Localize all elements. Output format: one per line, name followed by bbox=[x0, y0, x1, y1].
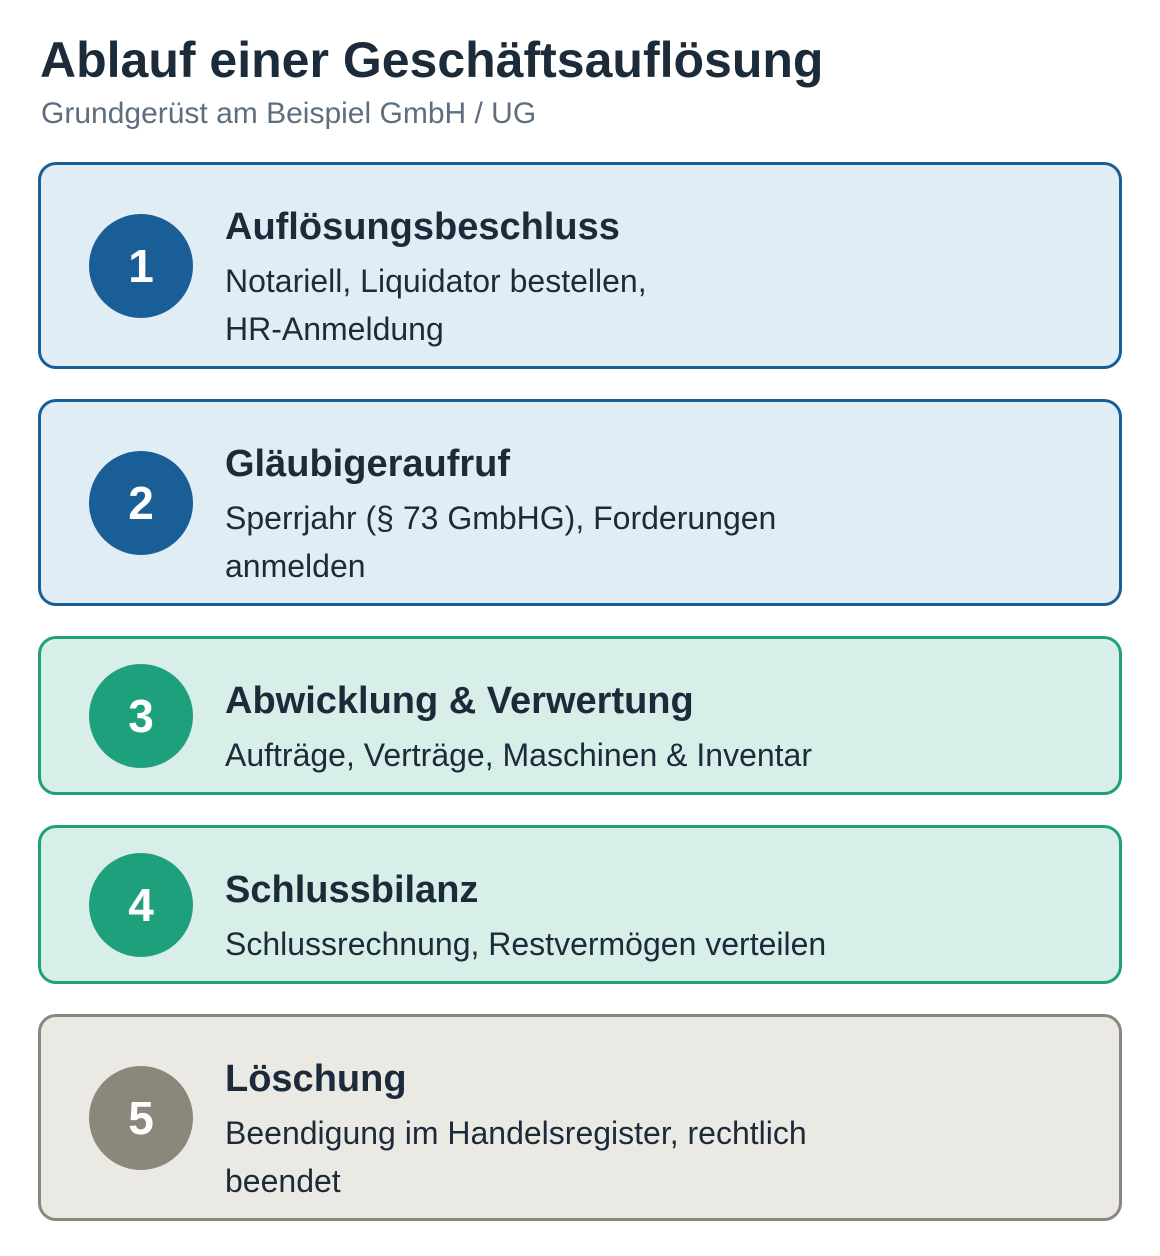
step-number-badge: 5 bbox=[89, 1066, 193, 1170]
step-title: Schlussbilanz bbox=[225, 869, 479, 911]
step-title: Auflösungsbeschluss bbox=[225, 206, 620, 248]
step-number-badge: 4 bbox=[89, 853, 193, 957]
step-description bbox=[225, 257, 647, 353]
step-title: Abwicklung & Verwertung bbox=[225, 680, 694, 722]
page-subtitle: Grundgerüst am Beispiel GmbH / UG bbox=[41, 97, 537, 130]
step-description-line: Schlussrechnung, Restvermögen verteilen bbox=[225, 926, 827, 962]
step-card bbox=[38, 636, 1122, 795]
step-description-line: HR-Anmeldung bbox=[225, 311, 444, 347]
step-card bbox=[38, 399, 1122, 606]
step-description-line: beendet bbox=[225, 1163, 341, 1199]
page-title: Ablauf einer Geschäftsauflösung bbox=[40, 32, 824, 88]
step-title: Gläubigeraufruf bbox=[225, 443, 511, 485]
step-description bbox=[225, 1109, 807, 1205]
step-description-line: Notariell, Liquidator bestellen, bbox=[225, 263, 647, 299]
step-description bbox=[225, 494, 776, 590]
step-description-line: Sperrjahr (§ 73 GmbHG), Forderungen bbox=[225, 500, 777, 536]
step-description-line: Aufträge, Verträge, Maschinen & Inventar bbox=[225, 737, 812, 773]
step-title: Löschung bbox=[225, 1058, 407, 1100]
step-description bbox=[225, 731, 812, 779]
step-number-badge: 3 bbox=[89, 664, 193, 768]
step-number-badge: 2 bbox=[89, 451, 193, 555]
step-description bbox=[225, 920, 826, 968]
step-description-line: anmelden bbox=[225, 548, 366, 584]
step-card bbox=[38, 162, 1122, 369]
process-steps bbox=[38, 162, 1122, 1251]
step-card bbox=[38, 825, 1122, 984]
step-card bbox=[38, 1014, 1122, 1221]
step-number-badge: 1 bbox=[89, 214, 193, 318]
step-description-line: Beendigung im Handelsregister, rechtlich bbox=[225, 1115, 807, 1151]
